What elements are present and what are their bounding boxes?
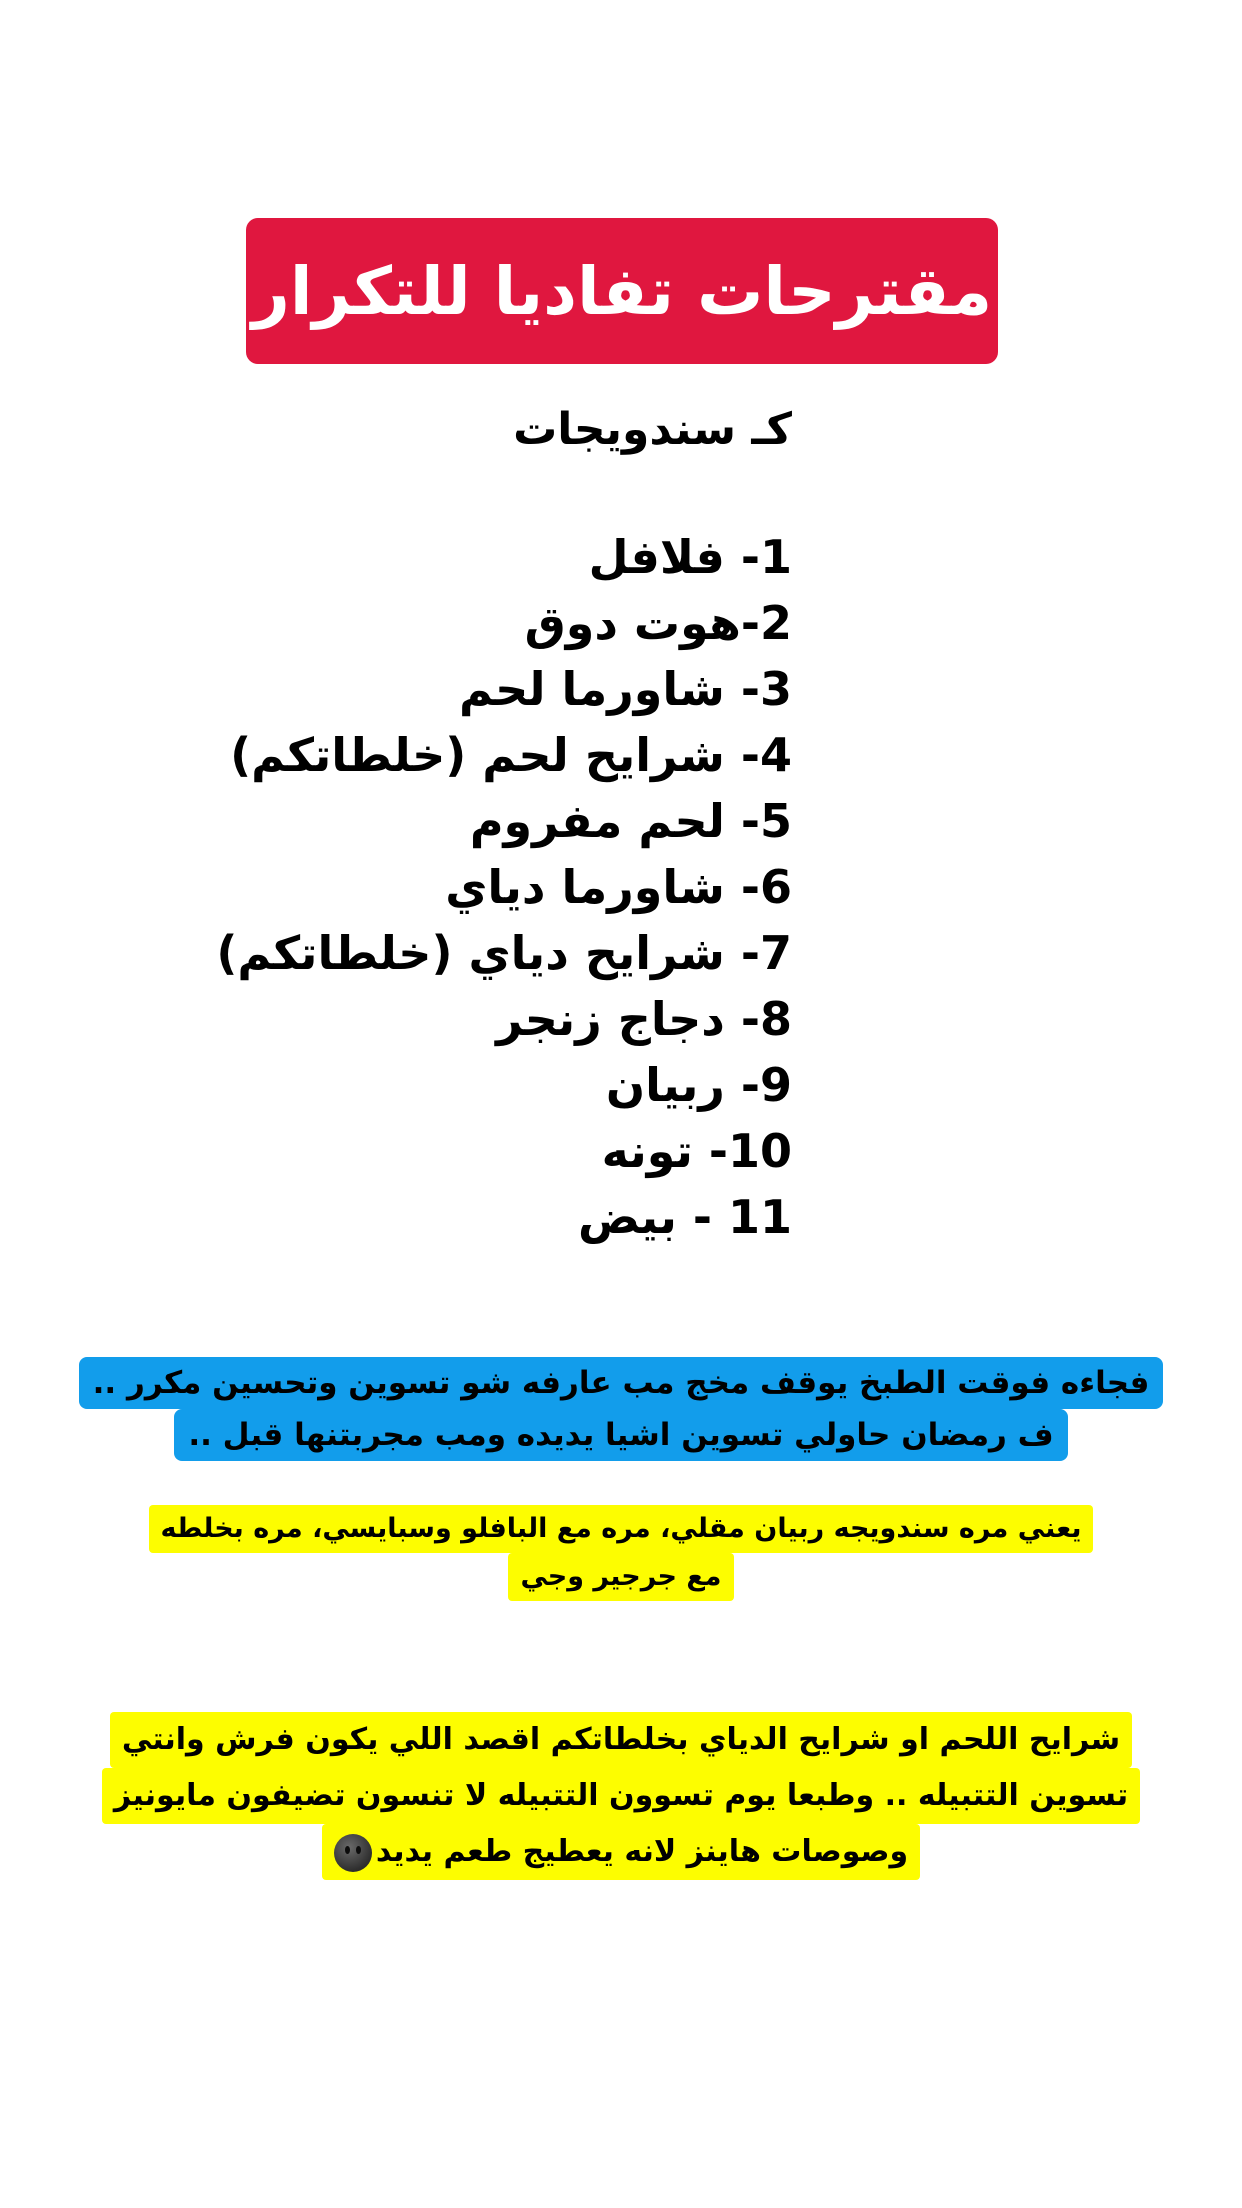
list-item: 6- شاورما دياي	[445, 860, 792, 914]
list-item: 3- شاورما لحم	[459, 662, 792, 716]
list-item: 1- فلافل	[588, 530, 792, 584]
list-item: 9- ربيان	[605, 1058, 792, 1112]
note-line: يعني مره سندويجه ربيان مقلي، مره مع البافلو وسبايسي، مره بخلطه	[149, 1505, 1094, 1553]
list-item: 2-هوت دوق	[524, 596, 792, 650]
yellow-note-2	[0, 1712, 1242, 1880]
note-line: مع جرجير وجي	[508, 1553, 733, 1601]
blue-note	[0, 1357, 1242, 1461]
note-line: فجاءه فوقت الطبخ يوقف مخج مب عارفه شو تسوين وتحسين مكرر ..	[79, 1357, 1164, 1409]
list-item: 8- دجاج زنجر	[496, 992, 792, 1046]
note-line-text: وصوصات هاينز لانه يعطيج طعم يديد	[375, 1834, 909, 1869]
list-item: 5- لحم مفروم	[469, 794, 792, 848]
note-line: تسوين التتبيله .. وطبعا يوم تسوون التتبيله لا تنسون تضيفون مايونيز	[102, 1768, 1140, 1824]
new-moon-face-icon	[334, 1834, 372, 1872]
yellow-note-1	[0, 1505, 1242, 1601]
list-item: 4- شرايح لحم (خلطاتكم)	[230, 728, 792, 782]
sandwich-list	[216, 524, 792, 1250]
page-title: مقترحات تفاديا للتكرار	[251, 252, 993, 330]
list-item: 11 - بيض	[578, 1190, 792, 1244]
note-line: ف رمضان حاولي تسوين اشيا يديده ومب مجربتنها قبل ..	[174, 1409, 1067, 1461]
list-item: 10- تونه	[601, 1124, 792, 1178]
subtitle: كـ سندويجات	[513, 404, 792, 455]
note-line-with-emoji	[322, 1824, 920, 1880]
list-item: 7- شرايح دياي (خلطاتكم)	[216, 926, 792, 980]
note-line: شرايح اللحم او شرايح الدياي بخلطاتكم اقصد اللي يكون فرش وانتي	[110, 1712, 1132, 1768]
title-banner	[246, 218, 998, 364]
